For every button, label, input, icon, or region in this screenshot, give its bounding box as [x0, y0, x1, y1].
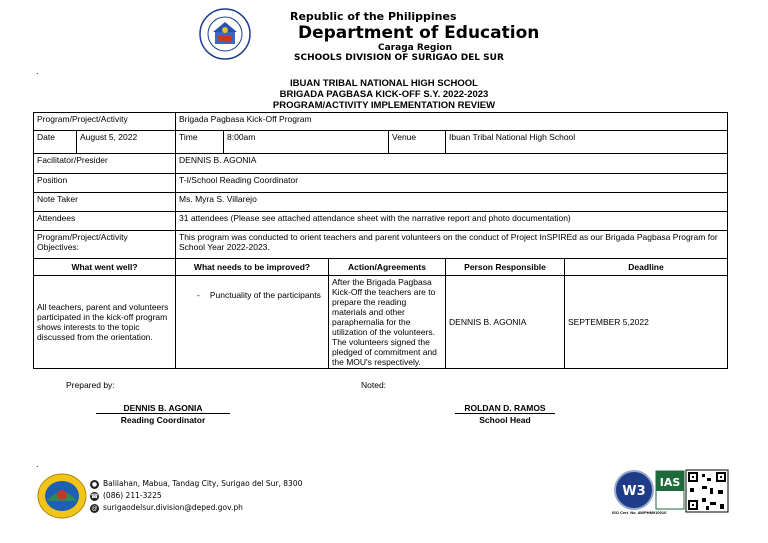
location-pin-icon: ● [91, 480, 98, 488]
position-label: Position [34, 174, 176, 193]
email-text: surigaodelsur.division@deped.gov.ph [103, 503, 243, 512]
dot-mark: . [36, 459, 39, 469]
noted-role-box [455, 415, 555, 425]
col-person-responsible: Person Responsible [446, 259, 565, 276]
prepared-role: Reading Coordinator [120, 415, 206, 425]
time-value: 8:00am [224, 131, 389, 154]
school-title: IBUAN TRIBAL NATIONAL HIGH SCHOOL [290, 78, 478, 89]
prepared-label: Prepared by: [66, 380, 115, 390]
time-label: Time [176, 131, 224, 154]
document-title: PROGRAM/ACTIVITY IMPLEMENTATION REVIEW [272, 100, 496, 111]
email-icon: @ [91, 504, 98, 512]
col-deadline: Deadline [565, 259, 728, 276]
note-taker-value: Ms. Myra S. Villarejo [176, 193, 728, 212]
republic-line: Republic of the Philippines [290, 10, 457, 23]
note-taker-label: Note Taker [34, 193, 176, 212]
noted-label: Noted: [361, 380, 387, 390]
region-line: Caraga Region [378, 43, 452, 53]
letterhead [290, 10, 540, 63]
division-line: SCHOOLS DIVISION OF SURIGAO DEL SUR [294, 53, 504, 63]
division-logo-icon [37, 473, 87, 519]
program-value: Brigada Pagbasa Kick-Off Program [176, 113, 728, 131]
col-needs-improvement: What needs to be improved? [176, 259, 329, 276]
qr-code-icon [686, 470, 728, 512]
venue-label: Venue [389, 131, 446, 154]
date-value: August 5, 2022 [77, 131, 176, 154]
improvement-text: Punctuality of the participants [209, 290, 321, 300]
col-action-agreements: Action/Agreements [329, 259, 446, 276]
deadline-cell: SEPTEMBER 5,2022 [565, 276, 728, 369]
phone-text: (086) 211-3225 [103, 491, 162, 500]
phone-row [90, 490, 302, 502]
noted-role: School Head [479, 415, 531, 425]
facilitator-value: DENNIS B. AGONIA [176, 154, 728, 174]
went-well-cell: All teachers, parent and volunteers participated in the kick-off program shows interests to the topic discussed from the orientation. [34, 276, 176, 369]
department-title: Department of Education [298, 23, 540, 43]
action-cell: After the Brigada Pagbasa Kick-Off the teachers are to prepare the reading materials and other paraphernalia for the utilization of the volunteers. The volunteers signed the pledged of commitment and the MOU's respectively. [329, 276, 446, 369]
program-label: Program/Project/Activity [34, 113, 176, 131]
ias-cert-label: IAS [659, 476, 681, 489]
email-row [90, 502, 302, 514]
footer-contact [90, 478, 302, 514]
document-titles [0, 78, 768, 111]
review-form-table [33, 112, 728, 369]
attendees-value: 31 attendees (Please see attached attendance sheet with the narrative report and photo documentation) [176, 212, 728, 231]
address-row [90, 478, 302, 490]
position-value: T-I/School Reading Coordinator [176, 174, 728, 193]
address-text: Balilahan, Mabua, Tandag City, Surigao del Sur, 8300 [103, 479, 303, 488]
deped-seal-icon [199, 8, 251, 60]
improvement-cell [176, 276, 329, 369]
phone-icon: ☎ [90, 492, 99, 500]
event-title: BRIGADA PAGBASA KICK-OFF S.Y. 2022-2023 [279, 89, 489, 100]
bullet-mark: - [197, 290, 200, 300]
col-went-well: What went well? [34, 259, 176, 276]
prepared-name: DENNIS B. AGONIA [123, 403, 203, 413]
prepared-signature [96, 403, 230, 414]
objectives-label: Program/Project/Activity Objectives: [34, 231, 176, 259]
dot-mark: . [36, 66, 39, 76]
noted-name: ROLDAN D. RAMOS [464, 403, 546, 413]
w3-cert-label: W3 [622, 484, 646, 499]
noted-signature [455, 403, 555, 414]
date-label: Date [34, 131, 77, 154]
iso-cert-number: ISO Cert. No. AWPHM910010 [612, 510, 667, 515]
prepared-role-box [96, 415, 230, 425]
objectives-value: This program was conducted to orient teachers and parent volunteers on the conduct of Project InSPIREd as our Brigada Pagbasa Program for School Year 2022-2023. [176, 231, 728, 259]
attendees-label: Attendees [34, 212, 176, 231]
facilitator-label: Facilitator/Presider [34, 154, 176, 174]
person-cell: DENNIS B. AGONIA [446, 276, 565, 369]
venue-value: Ibuan Tribal National High School [446, 131, 728, 154]
